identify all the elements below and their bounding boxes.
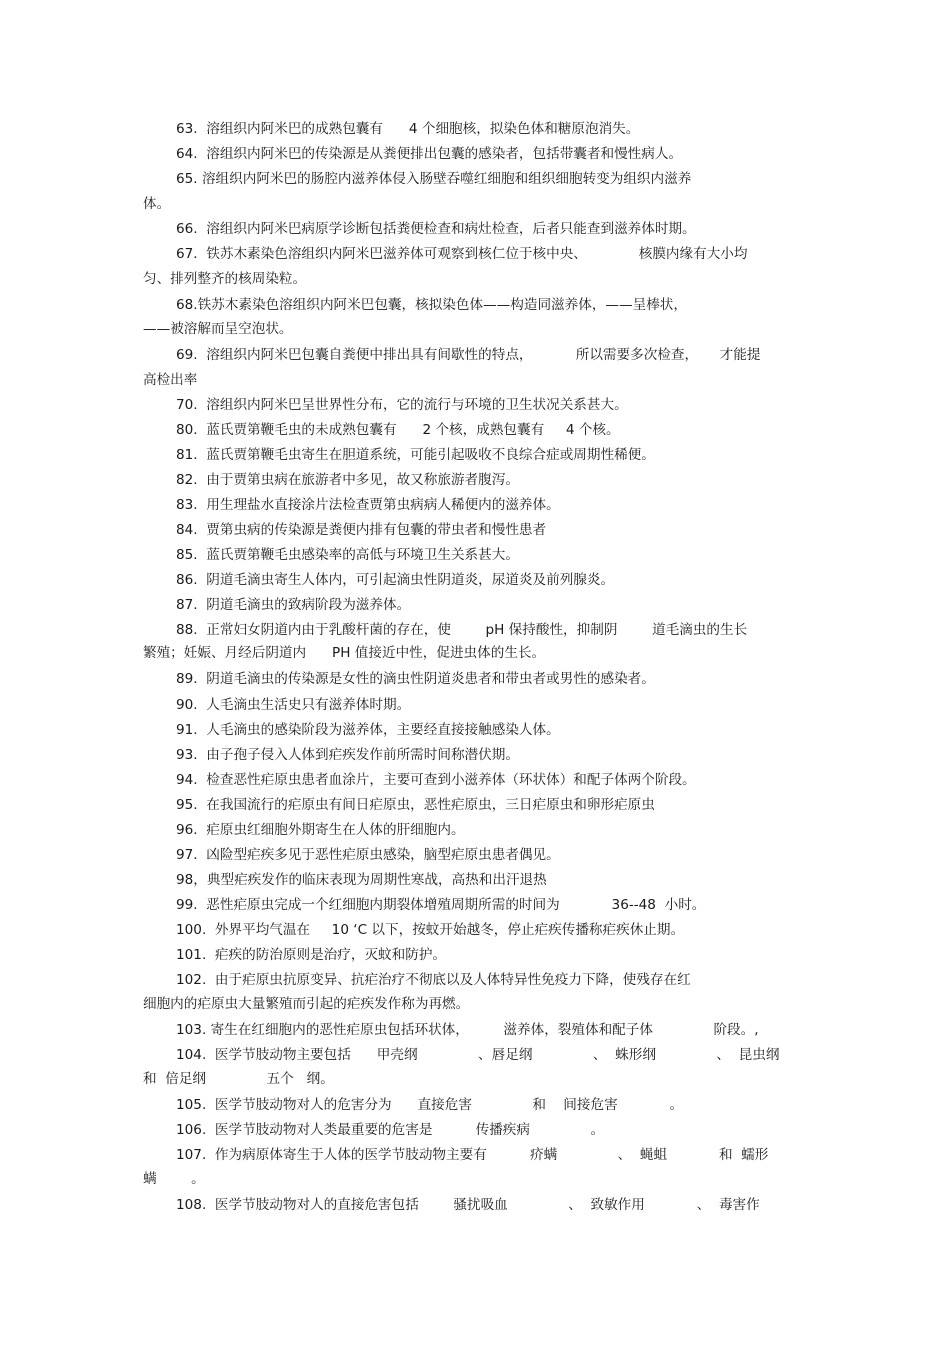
text-line: 81. 蓝氏贾第鞭毛虫寄生在胆道系统，可能引起吸收不良综合症或周期性稀便。 — [176, 447, 655, 463]
text-line: 繁殖；妊娠、月经后阴道内 PH 值接近中性，促进虫体的生长。 — [143, 645, 546, 661]
text-line: 体。 — [143, 196, 171, 212]
text-line: 65. 溶组织内阿米巴的肠腔内滋养体侵入肠壁吞噬红细胞和组织细胞转变为组织内滋养 — [176, 171, 692, 187]
text-line: 89. 阴道毛滴虫的传染源是女性的滴虫性阴道炎患者和带虫者或男性的感染者。 — [176, 671, 655, 687]
text-line: 87. 阴道毛滴虫的致病阶段为滋养体。 — [176, 597, 411, 613]
text-line: 和 倍足纲 五个 纲。 — [143, 1071, 334, 1087]
text-line: 97. 凶险型疟疾多见于恶性疟原虫感染，脑型疟原虫患者偶见。 — [176, 847, 560, 863]
text-line: 63. 溶组织内阿米巴的成熟包囊有 4 个细胞核，拟染色体和糖原泡消失。 — [176, 121, 640, 137]
text-line: 匀、排列整齐的核周染粒。 — [143, 271, 307, 287]
text-line: 103. 寄生在红细胞内的恶性疟原虫包括环状体， 滋养体，裂殖体和配子体 阶段。, — [176, 1022, 759, 1038]
text-line: 91. 人毛滴虫的感染阶段为滋养体，主要经直接接触感染人体。 — [176, 722, 560, 738]
text-line: 86. 阴道毛滴虫寄生人体内，可引起滴虫性阴道炎，尿道炎及前列腺炎。 — [176, 572, 615, 588]
text-line: 88. 正常妇女阴道内由于乳酸杆菌的存在，使 pH 保持酸性，抑制阴 道毛滴虫的生长 — [176, 622, 748, 638]
text-line: 98，典型疟疾发作的临床表现为周期性寒战，高热和出汗退热 — [176, 872, 547, 888]
text-line: 67. 铁苏木素染色溶组织内阿米巴滋养体可观察到核仁位于核中央、 核膜内缘有大小均 — [176, 246, 748, 262]
text-line: 68.铁苏木素染色溶组织内阿米巴包囊，核拟染色体——构造同滋养体，——呈棒状， — [176, 297, 687, 313]
text-line: 84. 贾第虫病的传染源是粪便内排有包囊的带虫者和慢性患者 — [176, 522, 547, 538]
text-line: 106. 医学节肢动物对人类最重要的危害是 传播疾病 。 — [176, 1122, 605, 1138]
text-line: 94. 检查恶性疟原虫患者血涂片，主要可查到小滋养体（环状体）和配子体两个阶段。 — [176, 772, 696, 788]
text-line: 105. 医学节肢动物对人的危害分为 直接危害 和 间接危害 。 — [176, 1097, 684, 1113]
text-line: 99. 恶性疟原虫完成一个红细胞内期裂体增殖周期所需的时间为 36--48 小时。 — [176, 897, 706, 913]
text-line: 螨 。 — [143, 1171, 205, 1187]
text-line: 64. 溶组织内阿米巴的传染源是从粪便排出包囊的感染者，包括带囊者和慢性病人。 — [176, 146, 683, 162]
text-line: 104. 医学节肢动物主要包括 甲壳纲 、唇足纲 、 蛛形纲 、 昆虫纲 — [176, 1047, 780, 1063]
text-line: 70. 溶组织内阿米巴呈世界性分布，它的流行与环境的卫生状况关系甚大。 — [176, 397, 628, 413]
text-line: 90. 人毛滴虫生活史只有滋养体时期。 — [176, 697, 411, 713]
text-line: 细胞内的疟原虫大量繁殖而引起的疟疾发作称为再燃。 — [143, 996, 470, 1012]
text-line: 80. 蓝氏贾第鞭毛虫的未成熟包囊有 2 个核，成熟包囊有 4 个核。 — [176, 422, 620, 438]
text-line: 100. 外界平均气温在 10 ‘C 以下，按蚊开始越冬，停止疟疾传播称疟疾休止期。 — [176, 922, 685, 938]
text-line: 93. 由子孢子侵入人体到疟疾发作前所需时间称潜伏期。 — [176, 747, 519, 763]
text-line: 83. 用生理盐水直接涂片法检查贾第虫病病人稀便内的滋养体。 — [176, 497, 560, 513]
text-line: 66. 溶组织内阿米巴病原学诊断包括粪便检查和病灶检查，后者只能查到滋养体时期。 — [176, 221, 696, 237]
text-line: 95. 在我国流行的疟原虫有间日疟原虫，恶性疟原虫，三日疟原虫和卵形疟原虫 — [176, 797, 655, 813]
text-line: 107. 作为病原体寄生于人体的医学节肢动物主要有 疥螨 、 蝇蛆 和 蠕形 — [176, 1147, 769, 1163]
text-line: ——被溶解而呈空泡状。 — [143, 321, 293, 337]
text-line: 96. 疟原虫红细胞外期寄生在人体的肝细胞内。 — [176, 822, 465, 838]
text-line: 108. 医学节肢动物对人的直接危害包括 骚扰吸血 、 致敏作用 、 毒害作 — [176, 1197, 760, 1213]
text-line: 高检出率 — [143, 372, 198, 388]
text-line: 85. 蓝氏贾第鞭毛虫感染率的高低与环境卫生关系甚大。 — [176, 547, 519, 563]
text-line: 102. 由于疟原虫抗原变异、抗疟治疗不彻底以及人体特异性免疫力下降，使残存在红 — [176, 972, 691, 988]
text-line: 69. 溶组织内阿米巴包囊自粪便中排出具有间歇性的特点， 所以需要多次检查， 才能提 — [176, 347, 761, 363]
text-line: 82. 由于贾第虫病在旅游者中多见，故又称旅游者腹泻。 — [176, 472, 519, 488]
text-line: 101. 疟疾的防治原则是治疗，灭蚊和防护。 — [176, 947, 447, 963]
